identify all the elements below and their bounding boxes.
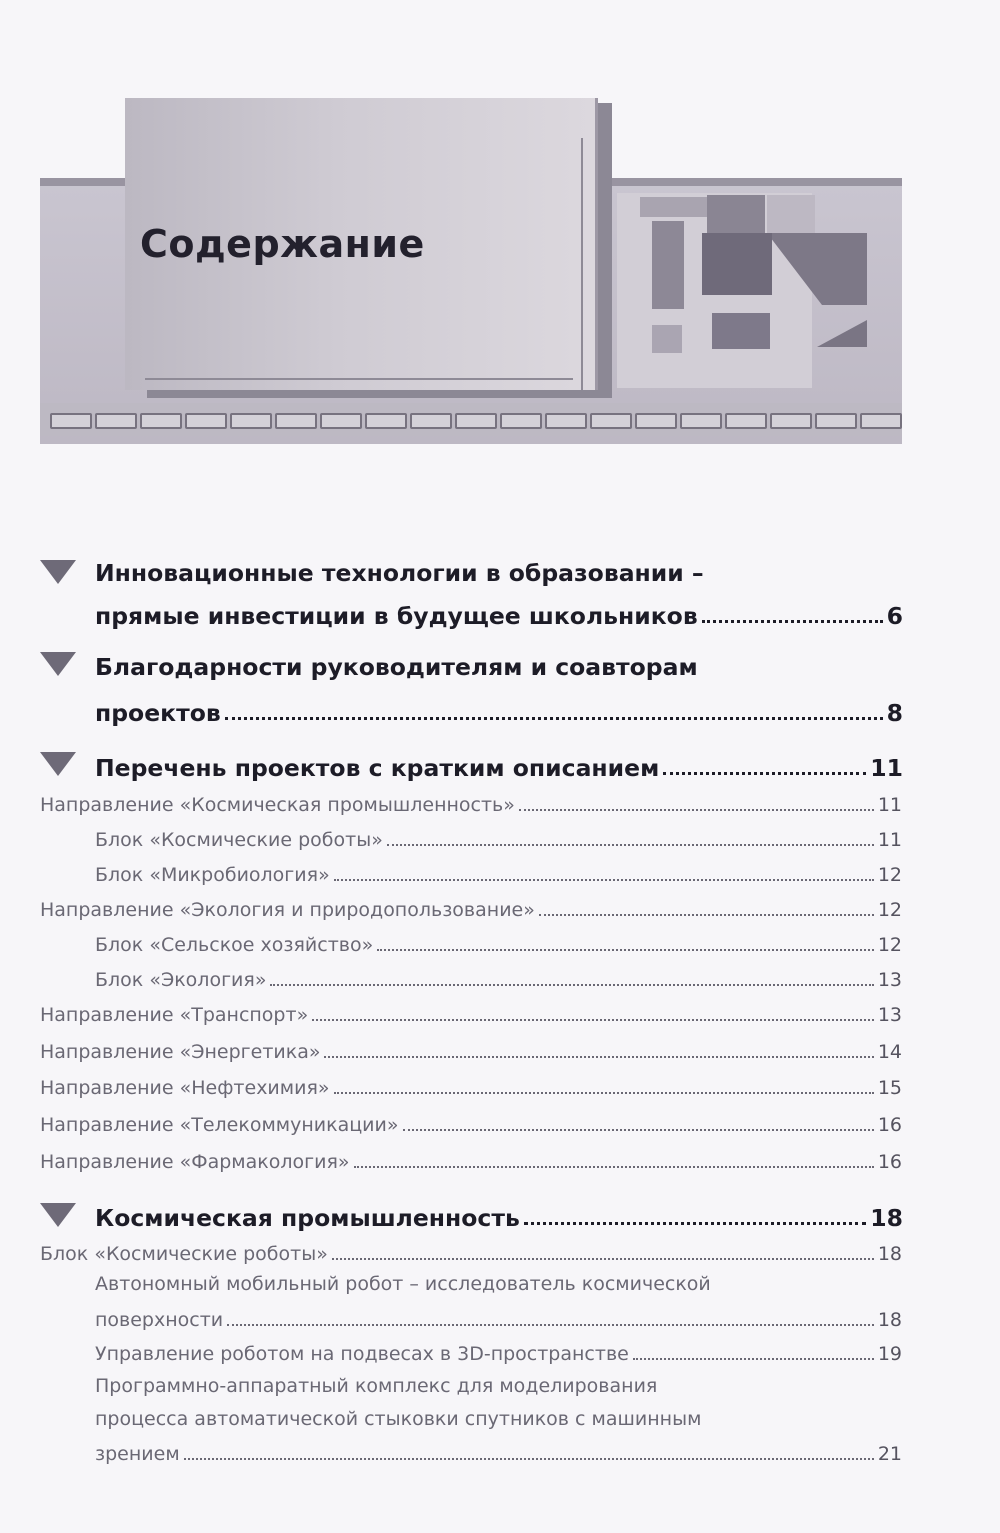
toc-entry-title: Управление роботом на подвесах в 3D-пространстве: [95, 1343, 629, 1365]
leader-dots: [324, 1055, 873, 1058]
toc-entry[interactable]: [40, 788, 902, 816]
toc-entry-title: Направление «Космическая промышленность»: [40, 794, 515, 816]
page-number: 16: [877, 1114, 902, 1136]
section-marker-icon: [40, 752, 76, 776]
toc-entry[interactable]: [40, 893, 902, 921]
page-number: 13: [877, 969, 902, 991]
toc-entry-title: Направление «Экология и природопользование»: [40, 899, 535, 921]
page-number: 12: [877, 899, 902, 921]
page-number: 11: [877, 794, 902, 816]
toc-entry[interactable]: [40, 1108, 902, 1136]
toc-section-2-line-1[interactable]: Благодарности руководителям и соавторам: [95, 653, 698, 681]
toc-entry-title: Направление «Транспорт»: [40, 1004, 309, 1026]
leader-dots: [332, 1257, 874, 1260]
page-number: 18: [870, 1204, 903, 1232]
toc-entry[interactable]: [95, 928, 902, 956]
toc-section-4-title: Космическая промышленность: [95, 1204, 520, 1232]
toc-entry-title: Блок «Сельское хозяйство»: [95, 934, 374, 956]
page-number: 12: [877, 934, 902, 956]
toc-entry-title-line-3: зрением: [95, 1443, 180, 1465]
section-marker-icon: [40, 652, 76, 676]
toc-section-3[interactable]: [95, 748, 903, 782]
leader-dots: [403, 1128, 874, 1131]
leader-dots: [524, 1221, 866, 1225]
leader-dots: [225, 716, 883, 720]
page-number: 19: [877, 1343, 902, 1365]
page-number: 21: [877, 1443, 902, 1465]
page-number: 13: [877, 1004, 902, 1026]
toc-entry[interactable]: [40, 1237, 902, 1265]
leader-dots: [270, 983, 873, 986]
toc-entry-title-line-2: поверхности: [95, 1309, 224, 1331]
page-number: 14: [877, 1041, 902, 1063]
page-number: 18: [877, 1243, 902, 1265]
toc-entry-title-line-1[interactable]: Автономный мобильный робот – исследователь космической: [95, 1273, 711, 1295]
toc-entry[interactable]: [40, 1145, 902, 1173]
leader-dots: [312, 1018, 874, 1021]
leader-dots: [519, 808, 874, 811]
toc-entry-title: Направление «Телекоммуникации»: [40, 1114, 399, 1136]
page-number: 11: [870, 754, 903, 782]
leader-dots: [354, 1165, 874, 1168]
toc-entry[interactable]: [95, 963, 902, 991]
toc-entry[interactable]: [40, 1071, 902, 1099]
section-marker-icon: [40, 1203, 76, 1227]
toc-entry-title: Блок «Микробиология»: [95, 864, 330, 886]
toc-entry[interactable]: [40, 1035, 902, 1063]
page-number: 8: [886, 699, 903, 727]
toc-section-2[interactable]: [95, 693, 903, 727]
toc-entry-title: Блок «Космические роботы»: [95, 829, 383, 851]
toc-section-1-line-2: прямые инвестиции в будущее школьников: [95, 602, 698, 630]
leader-dots: [334, 1091, 874, 1094]
leader-dots: [184, 1457, 874, 1460]
leader-dots: [663, 771, 866, 775]
toc-section-3-title: Перечень проектов с кратким описанием: [95, 754, 660, 782]
toc-entry-title: Направление «Фармакология»: [40, 1151, 350, 1173]
leader-dots: [633, 1357, 874, 1360]
leader-dots: [334, 878, 874, 881]
toc-entry[interactable]: [95, 1303, 902, 1331]
leader-dots: [377, 948, 874, 951]
leader-dots: [702, 619, 883, 623]
toc-entry[interactable]: [95, 1337, 902, 1365]
toc-entry[interactable]: [95, 858, 902, 886]
toc-entry[interactable]: [95, 1437, 902, 1465]
page-number: 18: [877, 1309, 902, 1331]
page-number: 6: [886, 602, 903, 630]
toc-section-1[interactable]: [95, 596, 903, 630]
section-marker-icon: [40, 560, 76, 584]
toc-entry-title-line-1[interactable]: Программно-аппаратный комплекс для моделирования: [95, 1375, 658, 1397]
toc-section-4[interactable]: [95, 1198, 903, 1232]
page-number: 12: [877, 864, 902, 886]
leader-dots: [227, 1323, 874, 1326]
toc-entry-title: Направление «Энергетика»: [40, 1041, 321, 1063]
toc-entry-title: Блок «Космические роботы»: [40, 1243, 328, 1265]
toc-entry-title: Блок «Экология»: [95, 969, 267, 991]
toc-entry[interactable]: [95, 823, 902, 851]
toc-entry-title: Направление «Нефтехимия»: [40, 1077, 330, 1099]
toc-section-1-line-1[interactable]: Инновационные технологии в образовании –: [95, 559, 704, 587]
toc-entry[interactable]: [40, 998, 902, 1026]
leader-dots: [387, 843, 874, 846]
page-title: Содержание: [140, 222, 425, 266]
page-number: 11: [877, 829, 902, 851]
page-number: 15: [877, 1077, 902, 1099]
page-number: 16: [877, 1151, 902, 1173]
leader-dots: [539, 913, 874, 916]
toc-entry-title-line-2[interactable]: процесса автоматической стыковки спутников с машинным: [95, 1408, 702, 1430]
toc-section-2-line-2: проектов: [95, 699, 221, 727]
